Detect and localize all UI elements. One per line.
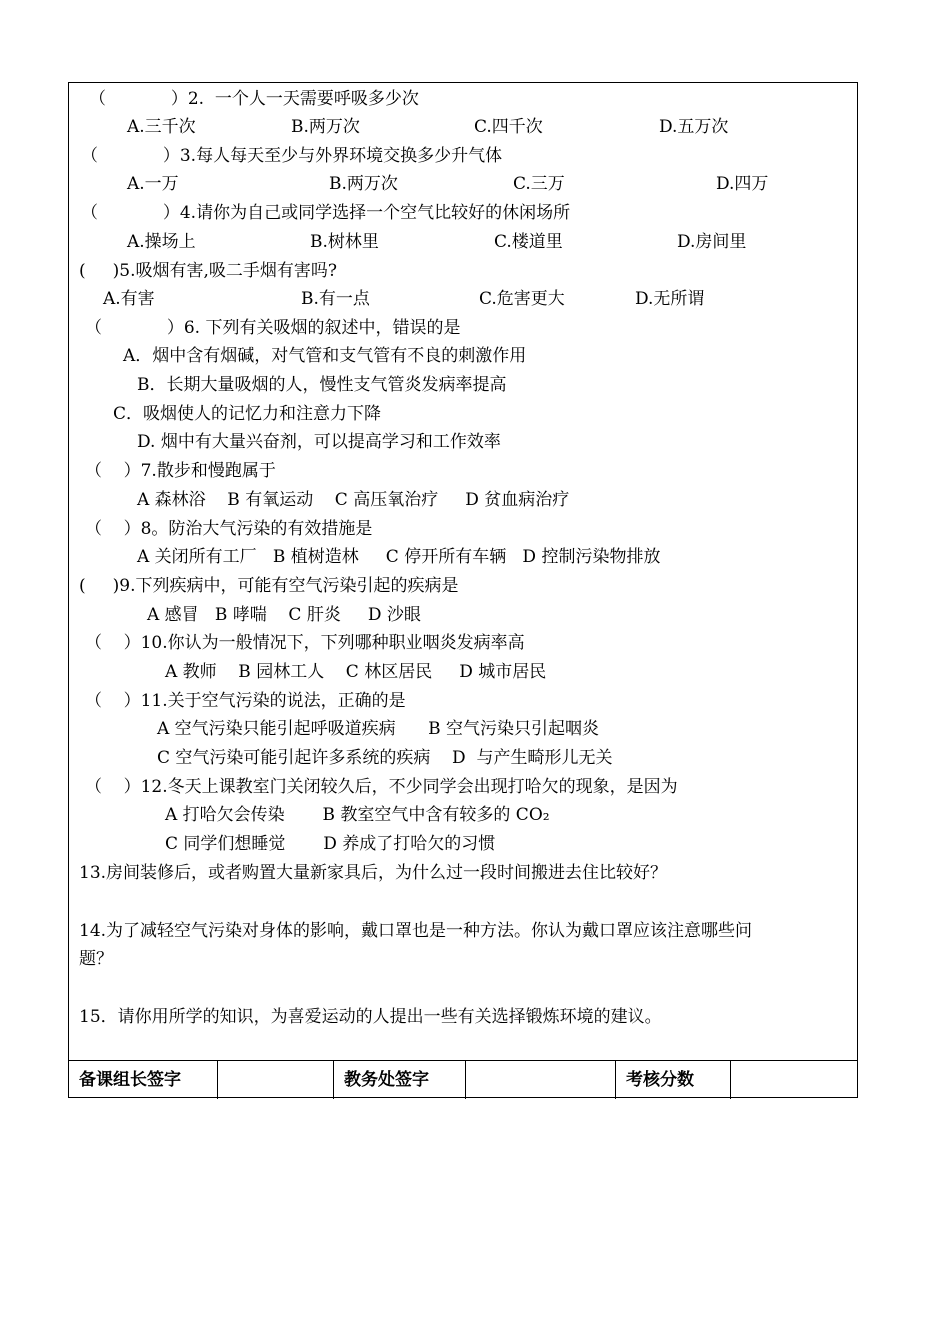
question-5-stem: ( )5.吸烟有害,吸二手烟有害吗? [79,261,338,281]
q6-option-a: A．烟中含有烟碱，对气管和支气管有不良的刺激作用 [123,346,527,366]
q10-options: A 教师 B 园林工人 C 林区居民 D 城市居民 [165,662,547,682]
question-12-stem: （ ）12.冬天上课教室门关闭较久后，不少同学会出现打哈欠的现象，是因为 [85,777,678,797]
question-14-line2: 题？ [79,949,113,969]
q8-options: A 关闭所有工厂 B 植树造林 C 停开所有车辆 D 控制污染物排放 [137,547,661,567]
q3-option-d: D.四万 [716,174,769,194]
question-11-stem: （ ）11.关于空气污染的说法，正确的是 [85,691,406,711]
q12-options-ab: A 打哈欠会传染 B 教室空气中含有较多的 CO₂ [165,805,550,825]
question-15: 15．请你用所学的知识，为喜爱运动的人提出一些有关选择锻炼环境的建议。 [79,1007,662,1027]
question-3-stem: （ ）3.每人每天至少与外界环境交换多少升气体 [81,146,503,166]
q2-option-b: B.两万次 [291,117,360,137]
worksheet-frame [68,82,858,1098]
q5-option-c: C.危害更大 [479,289,565,309]
question-4-stem: （ ）4.请你为自己或同学选择一个空气比较好的休闲场所 [81,203,571,223]
assessment-score-field[interactable] [731,1061,857,1099]
q5-option-d: D.无所谓 [635,289,705,309]
q9-options: A 感冒 B 哮喘 C 肝炎 D 沙眼 [147,605,421,625]
q7-options: A 森林浴 B 有氧运动 C 高压氧治疗 D 贫血病治疗 [137,490,570,510]
q12-options-cd: C 同学们想睡觉 D 养成了打哈欠的习惯 [165,834,496,854]
question-9-stem: ( )9.下列疾病中，可能有空气污染引起的疾病是 [79,576,459,596]
q3-option-c: C.三万 [513,174,565,194]
question-8-stem: （ ）8。防治大气污染的有效措施是 [85,519,373,539]
question-14-line1: 14.为了减轻空气污染对身体的影响，戴口罩也是一种方法。你认为戴口罩应该注意哪些问 [79,921,753,941]
academic-office-signature-label: 教务处签字 [334,1061,466,1099]
q5-option-a: A.有害 [103,289,155,309]
assessment-score-label: 考核分数 [616,1061,731,1099]
group-leader-signature-field[interactable] [218,1061,334,1099]
question-6-stem: （ ）6. 下列有关吸烟的叙述中，错误的是 [85,318,461,338]
q6-option-d: D. 烟中有大量兴奋剂，可以提高学习和工作效率 [137,432,501,452]
q2-option-c: C.四千次 [474,117,543,137]
question-7-stem: （ ）7.散步和慢跑属于 [85,461,276,481]
q2-option-a: A.三千次 [127,117,196,137]
group-leader-signature-label: 备课组长签字 [69,1061,218,1099]
q5-option-b: B.有一点 [301,289,370,309]
q3-option-a: A.一万 [127,174,179,194]
q6-option-c: C．吸烟使人的记忆力和注意力下降 [113,404,382,424]
question-2-stem: （ ）2. 一个人一天需要呼吸多少次 [89,89,419,109]
q4-option-a: A.操场上 [127,232,196,252]
q4-option-d: D.房间里 [677,232,747,252]
q4-option-b: B.树林里 [310,232,379,252]
q11-options-cd: C 空气污染可能引起许多系统的疾病 D 与产生畸形儿无关 [157,748,613,768]
q4-option-c: C.楼道里 [494,232,563,252]
q3-option-b: B.两万次 [329,174,398,194]
q11-options-ab: A 空气污染只能引起呼吸道疾病 B 空气污染只引起咽炎 [157,719,599,739]
signature-row [69,1060,857,1099]
question-13: 13.房间装修后，或者购置大量新家具后，为什么过一段时间搬进去住比较好？ [79,863,668,883]
academic-office-signature-field[interactable] [466,1061,616,1099]
question-10-stem: （ ）10.你认为一般情况下，下列哪种职业咽炎发病率高 [85,633,525,653]
q2-option-d: D.五万次 [659,117,729,137]
q6-option-b: B．长期大量吸烟的人，慢性支气管炎发病率提高 [137,375,507,395]
